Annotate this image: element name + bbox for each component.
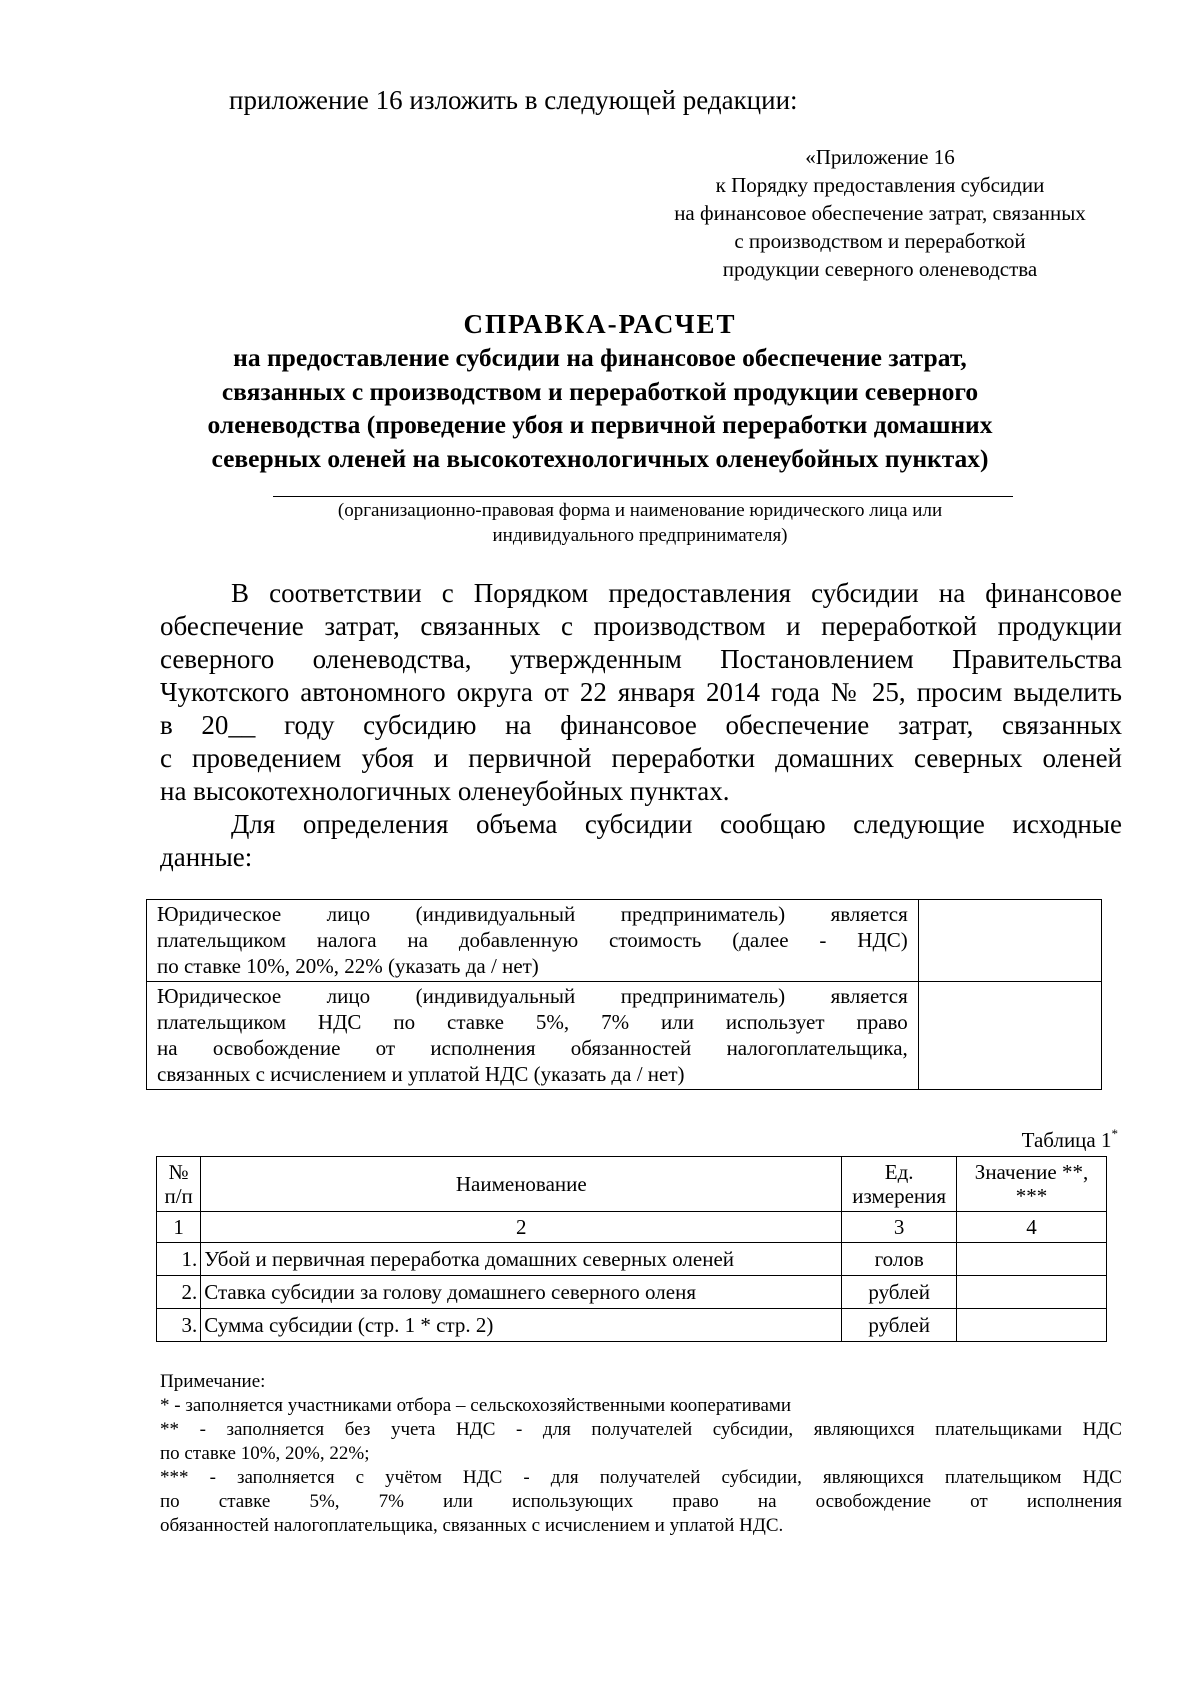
note-line: по ставке 10%, 20%, 22%; <box>160 1443 370 1464</box>
header-num: № п/п <box>157 1157 201 1212</box>
vat-question-row <box>147 900 1102 982</box>
header-name: Наименование <box>201 1157 842 1212</box>
row-num: 2. <box>157 1276 201 1309</box>
note-line: ** - заполняется без учета НДС - для получателей субсидии, являющихся плательщиками НДС <box>160 1419 1122 1440</box>
appendix-line: продукции северного оленеводства <box>722 257 1038 281</box>
intro-line: приложение 16 изложить в следующей редакции: <box>229 85 798 115</box>
table-row <box>157 1243 1107 1276</box>
paragraph-line: данные: <box>160 842 253 872</box>
question-line: Юридическое лицо (индивидуальный предприниматель) является <box>157 984 908 1008</box>
vat-question-row <box>147 982 1102 1090</box>
notes-section <box>160 1370 1122 1538</box>
notes-heading: Примечание: <box>160 1371 266 1392</box>
row-unit: рублей <box>842 1276 957 1309</box>
document-title: СПРАВКА-РАСЧЕТ <box>463 309 737 339</box>
table-label-mark: * <box>1111 1126 1118 1141</box>
index-cell: 4 <box>957 1212 1107 1243</box>
row-num: 1. <box>157 1243 201 1276</box>
question-line: на освобождение от исполнения обязанностей налогоплательщика, <box>157 1036 908 1060</box>
index-cell: 1 <box>157 1212 201 1243</box>
table-index-row <box>157 1212 1107 1243</box>
note-line: * - заполняется участниками отбора – сельскохозяйственными кооперативами <box>160 1395 792 1416</box>
question-line: плательщиком налога на добавленную стоимость (далее - НДС) <box>157 928 908 952</box>
table-label <box>900 1127 1118 1153</box>
note-line: обязанностей налогоплательщика, связанных с исчислением и уплатой НДС. <box>160 1515 784 1536</box>
subtitle-line: северных оленей на высокотехнологичных оленеубойных пунктах) <box>211 443 989 473</box>
paragraph-line: северного оленеводства, утвержденным Постановлением Правительства <box>160 644 1122 674</box>
appendix-header <box>600 143 1160 283</box>
index-cell: 2 <box>201 1212 842 1243</box>
table-header-row <box>157 1157 1107 1212</box>
table-label-text: Таблица 1 <box>1021 1128 1112 1152</box>
subtitle-line: на предоставление субсидии на финансовое обеспечение затрат, <box>233 343 967 372</box>
note-line: по ставке 5%, 7% или использующих право на освобождение от исполнения <box>160 1491 1122 1512</box>
row-name: Сумма субсидии (стр. 1 * стр. 2) <box>201 1309 842 1342</box>
subtitle-line: связанных с производством и переработкой продукции северного <box>221 376 979 406</box>
vat-question-cell <box>147 900 919 982</box>
paragraph-line: на высокотехнологичных оленеубойных пунктах. <box>160 776 730 806</box>
appendix-line: на финансовое обеспечение затрат, связанных <box>674 201 1086 225</box>
org-caption-line: (организационно-правовая форма и наименование юридического лица или <box>337 500 943 521</box>
question-line: по ставке 10%, 20%, 22% (указать да / нет) <box>157 954 539 978</box>
table-row <box>157 1276 1107 1309</box>
paragraph-line: В соответствии с Порядком предоставления субсидии на финансовое <box>231 578 1122 608</box>
row-name: Ставка субсидии за голову домашнего северного оленя <box>201 1276 842 1309</box>
question-line: Юридическое лицо (индивидуальный предприниматель) является <box>157 902 908 926</box>
paragraph-line: с проведением убоя и первичной переработки домашних северных оленей <box>160 743 1122 773</box>
index-cell: 3 <box>842 1212 957 1243</box>
row-num: 3. <box>157 1309 201 1342</box>
subsidy-table <box>156 1156 1107 1342</box>
note-line: *** - заполняется с учётом НДС - для получателей субсидии, являющихся плательщиком НДС <box>160 1467 1122 1488</box>
paragraph-line: в 20__ году субсидию на финансовое обеспечение затрат, связанных <box>160 710 1122 740</box>
header-value: Значение **, *** <box>957 1157 1107 1212</box>
organization-fill-line <box>273 496 1013 497</box>
vat-status-table <box>146 899 1102 1090</box>
appendix-line: с производством и переработкой <box>734 229 1026 253</box>
row-unit: рублей <box>842 1309 957 1342</box>
row-value[interactable] <box>957 1276 1107 1309</box>
question-line: плательщиком НДС по ставке 5%, 7% или использует право <box>157 1010 908 1034</box>
appendix-line: «Приложение 16 <box>805 145 955 169</box>
row-name: Убой и первичная переработка домашних северных оленей <box>201 1243 842 1276</box>
table-row <box>157 1309 1107 1342</box>
document-subtitle <box>100 341 1100 475</box>
vat-answer-cell[interactable] <box>918 982 1101 1090</box>
row-unit: голов <box>842 1243 957 1276</box>
appendix-line: к Порядку предоставления субсидии <box>715 173 1045 197</box>
organization-caption <box>220 498 1060 548</box>
row-value[interactable] <box>957 1243 1107 1276</box>
vat-question-cell <box>147 982 919 1090</box>
paragraph-line: Для определения объема субсидии сообщаю следующие исходные <box>231 809 1122 839</box>
org-caption-line: индивидуального предпринимателя) <box>492 525 788 546</box>
question-line: связанных с исчислением и уплатой НДС (указать да / нет) <box>157 1062 685 1086</box>
body-text <box>160 577 1122 874</box>
vat-answer-cell[interactable] <box>918 900 1101 982</box>
paragraph-line: Чукотского автономного округа от 22 января 2014 года № 25, просим выделить <box>160 677 1122 707</box>
header-unit: Ед. измерения <box>842 1157 957 1212</box>
row-value[interactable] <box>957 1309 1107 1342</box>
paragraph-line: обеспечение затрат, связанных с производством и переработкой продукции <box>160 611 1122 641</box>
subtitle-line: оленеводства (проведение убоя и первичной переработки домашних <box>207 410 993 439</box>
